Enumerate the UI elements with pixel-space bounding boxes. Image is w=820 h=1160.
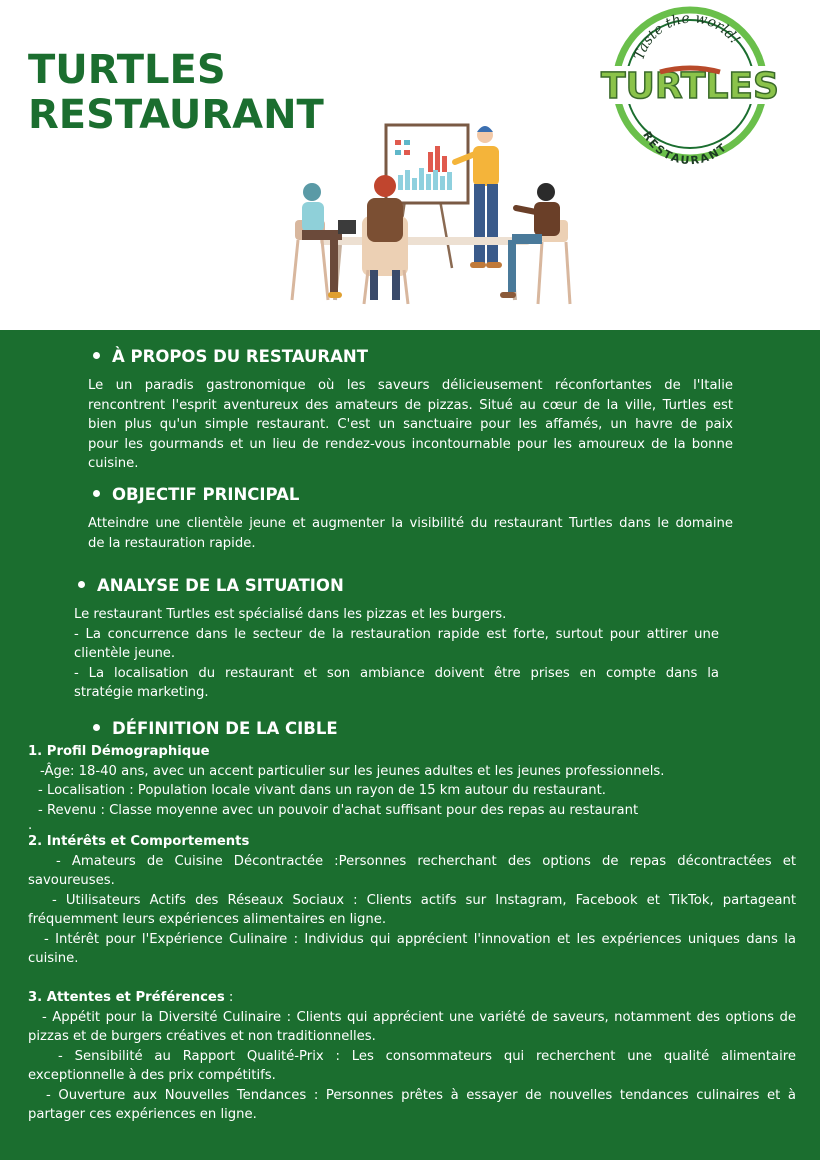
section-heading-analysis: ANALYSE DE LA SITUATION: [78, 576, 344, 595]
bullet-icon: [93, 490, 100, 497]
section-heading-objective: OBJECTIF PRINCIPAL: [93, 485, 299, 504]
target-content: 1. Profil Démographique -Âge: 18-40 ans, avec un accent particulier sur les jeunes adultes et les jeunes professionnels. - Localisation : Population locale vivant dans un rayon de 15 km autour du restaurant. - Revenu : Classe moyenne avec un pouvoir d'achat suffisant pour des repas au restaurant . 2. Intérêts et Comportements - Amateurs de Cuisine Décontractée :Personnes recherchant des options de repas décontractées et savoureuses. - Utilisateurs Actifs des Réseaux Sociaux : Clients actifs sur Instagram, Facebook et TikTok, partageant fréquemment leurs expériences alimentaires en ligne. - Intérêt pour l'Expérience Culinaire : Individus qui apprécient l'innovation et les expériences uniques dans la cuisine. 3. Attentes et Préférences : - Appétit pour la Diversité Culinaire : Clients qui apprécient une variété de saveurs, notamment des options de pizzas et de burgers créatives et non traditionnelles. - Sensibilité au Rapport Qualité-Prix : Les consommateurs qui recherchent une qualité alimentaire exceptionnelle à des prix compétitifs. - Ouverture aux Nouvelles Tendances : Personnes prêtes à essayer de nouvelles tendances culinaires et à partager ces expériences en ligne.: [28, 744, 796, 1122]
title-line-2: RESTAURANT: [28, 92, 324, 138]
about-paragraph: Le un paradis gastronomique où les saveurs délicieusement réconfortantes de l'Italie rencontrent l'esprit aventureux des amateurs de pizzas. Situé au cœur de la ville, Turtles est bien plus qu'un simple restaurant. C'est un sanctuaire pour les affamés, un havre de paix pour les gourmands et un lieu de rendez-vous incontournable pour les amoureux de la bonne cuisine.: [88, 378, 733, 471]
turtles-logo: [590, 4, 790, 166]
bullet-icon: [93, 352, 100, 359]
section-heading-about: À PROPOS DU RESTAURANT: [93, 347, 368, 366]
content-panel: [0, 330, 820, 1160]
team-meeting-presentation-illustration: [280, 120, 580, 315]
expectations-title: 3. Attentes et Préférences :: [28, 990, 234, 1005]
bullet-icon: [93, 724, 100, 731]
analysis-paragraph: Le restaurant Turtles est spécialisé dans les pizzas et les burgers. - La concurrence dans le secteur de la restauration rapide est forte, surtout pour attirer une clientèle jeune. - La localisation du restaurant et son ambiance doivent être prises en compte dans la stratégie marketing.: [74, 607, 719, 700]
logo-subtitle: RESTAURANT: [640, 129, 731, 166]
interests-title: 2. Intérêts et Comportements: [28, 834, 250, 849]
logo-tagline: Taste the world!: [631, 10, 743, 63]
header-area: [0, 0, 820, 330]
objective-paragraph: Atteindre une clientèle jeune et augmenter la visibilité du restaurant Turtles dans le domaine de la restauration rapide.: [88, 516, 733, 551]
logo-wordmark: TURTLES: [601, 66, 779, 107]
title-line-1: TURTLES: [28, 47, 226, 93]
bullet-icon: [78, 581, 85, 588]
section-heading-target: DÉFINITION DE LA CIBLE: [93, 719, 338, 738]
demographic-title: 1. Profil Démographique: [28, 744, 210, 759]
